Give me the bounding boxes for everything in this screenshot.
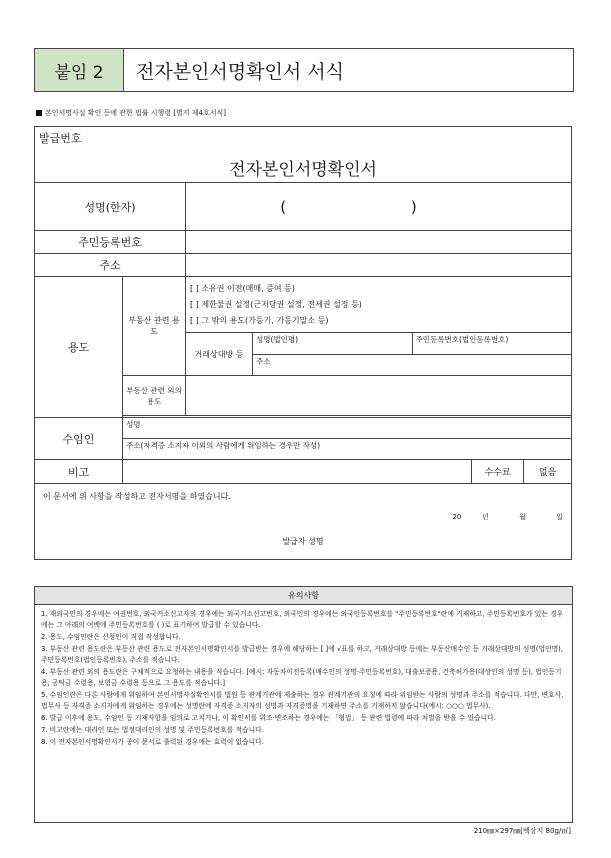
legal-basis-text: 본인서명사실 확인 등에 관한 법률 시행령 [별지 제4호서식] bbox=[45, 109, 227, 117]
legal-basis bbox=[36, 108, 226, 118]
date-year-value: 20 bbox=[452, 513, 462, 521]
date-month-unit: 월 bbox=[519, 513, 526, 521]
name-hanja-paren: ( ) bbox=[280, 197, 477, 216]
address-label: 주소 bbox=[35, 254, 186, 277]
square-bullet-icon bbox=[36, 110, 42, 116]
note-item: 4. 부동산 관련 외의 용도란은 구체적으로 요청하는 내용을 적습니다. [예시: 자동차이전등록(매수인의 성명·주민등록번호), 대출보증용, 건축허가용(대상인의 성명 등), 법인등기용, 공탁금 수령용, 보험금 수령용 등으로 그 용도를 적습니다.] bbox=[41, 668, 562, 687]
attachment-number: 붙임 2 bbox=[35, 49, 124, 91]
note-item: 3. 부동산 관련 용도란은 부동산 관련 용도로 전자본인서명확인서를 발급받는 경우에 해당하는 [ ]에 √표를 하고, 거래상대방 등에는 부동산매수인 등 거래상대방의 성명(법인명), 주민등록번호(법인등록번호), 주소를 적습니다. bbox=[41, 645, 563, 664]
remarks-label: 비고 bbox=[35, 460, 123, 484]
address-field[interactable] bbox=[186, 254, 572, 277]
agent-address-field[interactable]: 주소(자격증 소지자 이외의 사람에게 위임하는 경우만 작성) bbox=[123, 439, 572, 460]
other-purpose-field[interactable] bbox=[186, 376, 572, 416]
name-label: 성명(한자) bbox=[35, 183, 186, 231]
agent-label: 수임인 bbox=[35, 418, 123, 460]
counterparty-grid bbox=[253, 333, 571, 375]
option-other-use[interactable]: [ ] 그 밖의 용도(가등기, 가등기말소 등) bbox=[190, 315, 329, 325]
attachment-title: 전자본인서명확인서 서식 bbox=[136, 60, 344, 83]
counterparty-rrn-field[interactable]: 주민등록번호(법인등록번호) bbox=[412, 333, 571, 354]
date-day-unit: 일 bbox=[556, 513, 564, 521]
attachment-header bbox=[34, 48, 574, 92]
option-limited-right[interactable]: [ ] 제한물권 설정(근저당권 설정, 전세권 설정 등) bbox=[190, 299, 362, 309]
counterparty-address-field[interactable]: 주소 bbox=[256, 356, 271, 366]
declaration-date bbox=[43, 512, 563, 522]
counterparty-label: 거래상대방 등 bbox=[186, 333, 253, 376]
remarks-field[interactable] bbox=[123, 460, 472, 484]
notes-box bbox=[34, 586, 573, 823]
option-ownership-transfer[interactable]: [ ] 소유권 이전(매매, 증여 등) bbox=[190, 283, 296, 293]
realestate-purpose-label: 부동산 관련 용도 bbox=[123, 277, 186, 376]
issue-number-label: 발급번호 bbox=[39, 132, 82, 145]
purpose-label: 용도 bbox=[35, 277, 123, 418]
note-item: 1. 재외국민의 경우에는 여권번호, 외국거소신고자의 경우에는 외국거소신고번호, 외국인의 경우에는 외국인등록번호를 "주민등록번호"란에 기재하고, 주민등록번호가 있는 경우에는 그 아래의 여백에 주민등록번호를 ( )로 표기하여 발급할 수 있습니다. bbox=[41, 610, 564, 629]
counterparty-fields bbox=[253, 333, 572, 376]
note-item: 2. 용도, 수임인란은 신청인이 직접 작성합니다. bbox=[41, 633, 181, 641]
notes-list bbox=[35, 605, 572, 748]
rrn-field[interactable] bbox=[186, 231, 572, 254]
paper-spec: 210㎜×297㎜[백상지 80g/㎡] bbox=[473, 827, 571, 835]
date-year-unit: 년 bbox=[481, 513, 489, 521]
name-field[interactable] bbox=[186, 183, 572, 231]
rrn-label: 주민등록번호 bbox=[35, 231, 186, 254]
note-item: 7. 비고란에는 대리인 또는 법정대리인의 성명 및 주민등록번호를 적습니다. bbox=[41, 726, 264, 734]
form-title-block bbox=[35, 127, 572, 183]
fee-value: 없음 bbox=[524, 460, 572, 484]
note-item: 8. 이 전자본인서명확인서가 종이 문서로 출력된 경우에는 효력이 없습니다. bbox=[41, 738, 264, 746]
declaration-block bbox=[35, 484, 572, 560]
other-purpose-label: 부동산 관련 외의 용도 bbox=[123, 376, 186, 416]
counterparty-name-field[interactable]: 성명(법인명) bbox=[253, 333, 412, 354]
notes-title: 유의사항 bbox=[35, 587, 572, 605]
fee-label: 수수료 bbox=[472, 460, 524, 484]
agent-name-field[interactable]: 성명 bbox=[123, 418, 572, 439]
declaration-text: 이 문서에 위 사항을 작성하고 전자서명을 하였습니다. bbox=[43, 492, 231, 501]
issuer-signature: 발급자 성명 bbox=[282, 537, 324, 546]
confirmation-form bbox=[34, 126, 572, 560]
document-title: 전자본인서명확인서 bbox=[229, 160, 377, 180]
realestate-options bbox=[186, 277, 572, 333]
note-item: 6. 발급 이후에 용도, 수임인 등 기재사항을 임의로 고치거나, 이 확인서를 위조·변조하는 경우에는 「형법」 등 관련 법령에 따라 처벌을 받을 수 있습니다. bbox=[41, 714, 496, 722]
note-item: 5. 수임인란은 다른 사람에게 위임하여 본인서명사실확인서를 법원 등 관계기관에 제출하는 경우 관계기관의 요청에 따라 위임받는 사람의 성명과 주소를 적습니다. 다만, 변호사, 법무사 등 자격증 소지자에게 위임하는 경우에는 성명란에 자격증 소지자의 성명과 자격증명을 기재하면 주소를 기재하지 않습니다(예시: ○○○ 법무사). bbox=[41, 691, 564, 710]
